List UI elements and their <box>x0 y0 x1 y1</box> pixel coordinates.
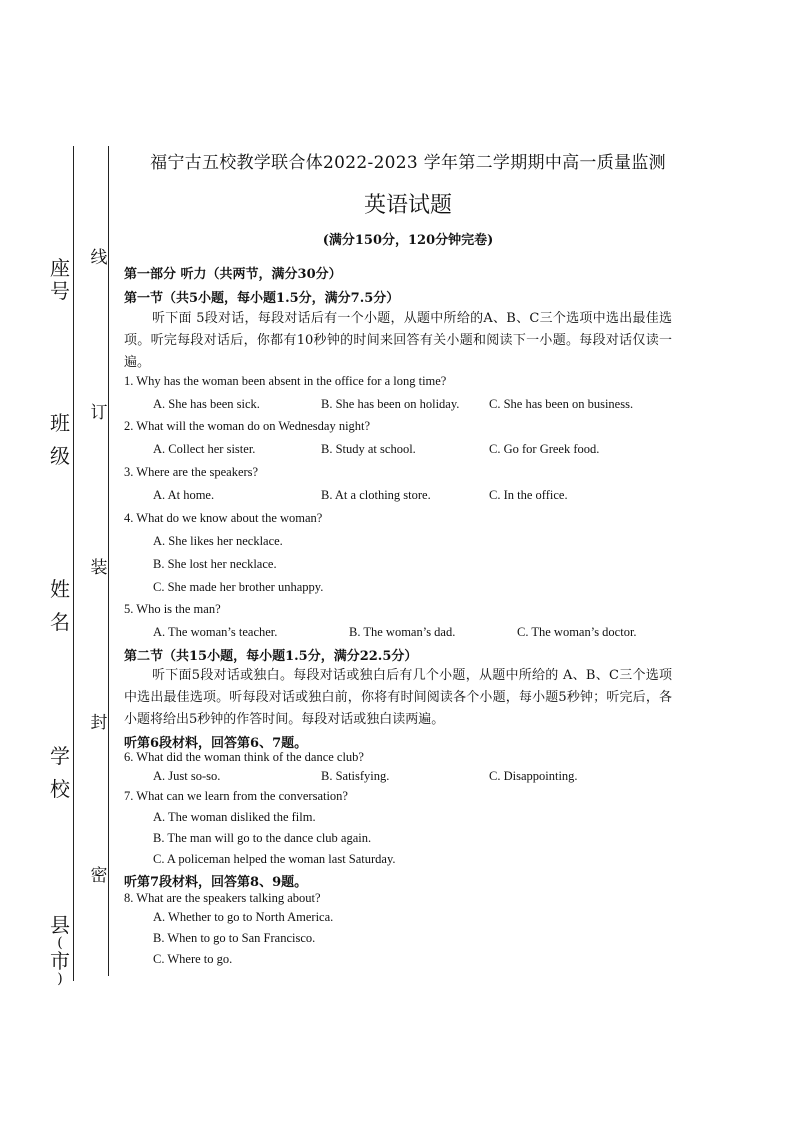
exam-title-line2: 英语试题 <box>363 193 452 218</box>
q5-option-b: B. The woman’s dad. <box>349 625 456 639</box>
exam-title-line1: 福宁古五校教学联合体2022-2023 学年第二学期期中高一质量监测 <box>150 153 666 173</box>
q4-option-c: C. She made her brother unhappy. <box>153 580 324 594</box>
material-7-heading: 听第7段材料，回答第8、9题。 <box>124 875 308 890</box>
q8-option-b: B. When to go to San Francisco. <box>153 931 316 945</box>
question-3: 3. Where are the speakers? <box>124 465 259 479</box>
q4-option-a: A. She likes her necklace. <box>153 534 283 548</box>
q2-option-a: A. Collect her sister. <box>153 442 256 456</box>
question-1: 1. Why has the woman been absent in the office for a long time? <box>124 374 447 388</box>
q3-option-a: A. At home. <box>153 488 215 502</box>
seal-char-secret: 密 <box>90 866 108 886</box>
q6-option-b: B. Satisfying. <box>321 769 390 783</box>
seal-char-install: 装 <box>90 558 108 578</box>
q6-option-a: A. Just so-so. <box>153 769 221 783</box>
q1-option-b: B. She has been on holiday. <box>321 397 460 411</box>
q2-option-c: C. Go for Greek food. <box>489 442 600 456</box>
question-7: 7. What can we learn from the conversation? <box>124 789 348 803</box>
question-4: 4. What do we know about the woman? <box>124 511 323 525</box>
section2-instructions: 听下面5段对话或独白。每段对话或独白后有几个小题，从题中所给的 A、B、C三个选项中选出最佳选项。听每段对话或独白前，你将有时间阅读各个小题，每小题5秒钟；听完后，各小题将给出5秒钟的作答时间。每段对话或独白读两遍。 <box>124 668 672 727</box>
q5-option-c: C. The woman’s doctor. <box>517 625 637 639</box>
seal-char-line: 线 <box>90 248 108 268</box>
material-6-heading: 听第6段材料，回答第6、7题。 <box>124 736 308 751</box>
q2-option-b: B. Study at school. <box>321 442 416 456</box>
seat-number-label: 座 号 <box>50 256 70 303</box>
name-label: 姓 名 <box>50 577 70 634</box>
q8-option-a: A. Whether to go to North America. <box>153 910 334 924</box>
seal-char-bind: 订 <box>90 403 108 423</box>
question-8: 8. What are the speakers talking about? <box>124 891 321 905</box>
section1-instructions: 听下面 5段对话，每段对话后有一个小题，从题中所给的A、B、C三个选项中选出最佳选项。听完每段对话后，你都有10秒钟的时间来回答有关小题和阅读下一小题。每段对话仅读一遍。 <box>124 311 672 370</box>
q7-option-a: A. The woman disliked the film. <box>153 810 316 824</box>
school-label: 学 校 <box>50 744 70 801</box>
q7-option-b: B. The man will go to the dance club again. <box>153 831 372 845</box>
seal-char-seal: 封 <box>90 713 108 733</box>
class-label: 班 级 <box>50 411 70 468</box>
q7-option-c: C. A policeman helped the woman last Saturday. <box>153 852 396 866</box>
section2-heading: 第二节（共15小题，每小题1.5分，满分22.5分） <box>124 649 418 664</box>
q6-option-c: C. Disappointing. <box>489 769 578 783</box>
q3-option-c: C. In the office. <box>489 488 568 502</box>
county-label: 县 ( 市 ) <box>50 913 70 987</box>
exam-subtitle: (满分150分，120分钟完卷) <box>322 233 494 248</box>
question-5: 5. Who is the man? <box>124 602 221 616</box>
q1-option-c: C. She has been on business. <box>489 397 634 411</box>
q5-option-a: A. The woman’s teacher. <box>153 625 278 639</box>
q8-option-c: C. Where to go. <box>153 952 233 966</box>
part1-heading: 第一部分 听力（共两节，满分30分） <box>124 267 342 282</box>
question-6: 6. What did the woman think of the dance club? <box>124 750 364 764</box>
q3-option-b: B. At a clothing store. <box>321 488 431 502</box>
q1-option-a: A. She has been sick. <box>153 397 260 411</box>
section1-heading: 第一节（共5小题，每小题1.5分，满分7.5分） <box>124 291 400 306</box>
q4-option-b: B. She lost her necklace. <box>153 557 277 571</box>
question-2: 2. What will the woman do on Wednesday night? <box>124 419 371 433</box>
